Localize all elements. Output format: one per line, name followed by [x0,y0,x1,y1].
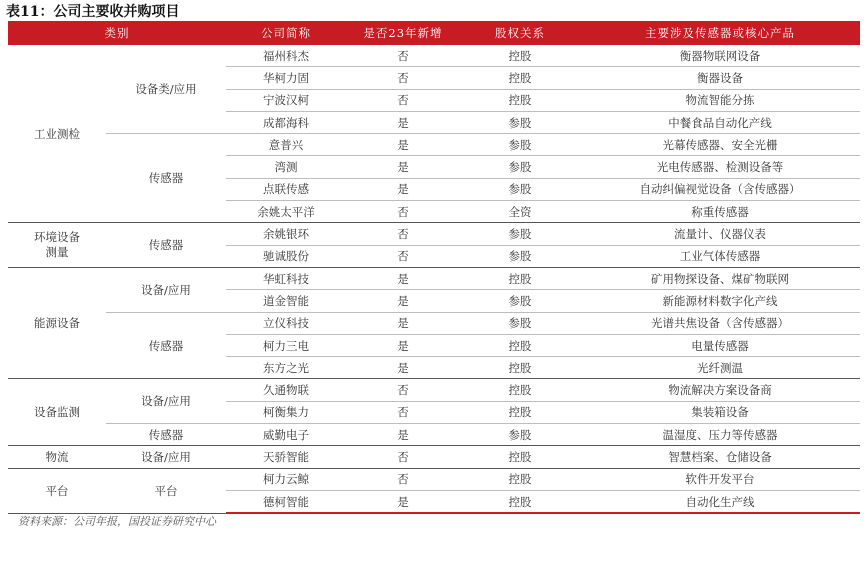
product-cell: 工业气体传感器 [580,245,860,267]
company-cell: 柯衡集力 [226,401,346,423]
is-new-cell: 否 [346,89,460,111]
equity-cell: 参股 [460,156,580,178]
header-company: 公司简称 [226,21,346,45]
product-cell: 智慧档案、仓储设备 [580,446,860,468]
table-row [8,446,860,468]
subcategory-cell: 设备类/应用 [106,45,226,134]
equity-cell: 控股 [460,267,580,289]
category-cell [8,223,106,268]
product-cell: 新能源材料数字化产线 [580,290,860,312]
company-cell: 道金智能 [226,290,346,312]
product-cell: 衡器物联网设备 [580,45,860,67]
table-row [8,468,860,490]
equity-cell: 参股 [460,290,580,312]
company-cell: 立仪科技 [226,312,346,334]
product-cell: 矿用物探设备、煤矿物联网 [580,267,860,289]
is-new-cell: 是 [346,267,460,289]
equity-cell: 控股 [460,401,580,423]
category-line: 环境设备 [34,230,80,245]
header-is-new: 是否23年新增 [346,21,460,45]
header-equity: 股权关系 [460,21,580,45]
subcategory-cell: 传感器 [106,312,226,379]
equity-cell: 控股 [460,67,580,89]
is-new-cell: 是 [346,424,460,446]
equity-cell: 控股 [460,357,580,379]
category-cell: 工业测检 [8,45,106,223]
company-cell: 宁波汉柯 [226,89,346,111]
equity-cell: 参股 [460,111,580,133]
product-cell: 物流解决方案设备商 [580,379,860,401]
table-row [8,223,860,245]
product-cell: 流量计、仪器仪表 [580,223,860,245]
table-title: 表11：公司主要收并购项目 [6,4,180,20]
equity-cell: 参股 [460,134,580,156]
subcategory-cell: 设备/应用 [106,267,226,312]
category-cell: 平台 [8,468,106,513]
company-cell: 余姚太平洋 [226,201,346,223]
subcategory-cell: 传感器 [106,424,226,446]
company-cell: 余姚银环 [226,223,346,245]
product-cell: 光谱共焦设备（含传感器） [580,312,860,334]
subcategory-cell: 平台 [106,468,226,513]
company-cell: 驰诚股份 [226,245,346,267]
is-new-cell: 否 [346,379,460,401]
product-cell: 称重传感器 [580,201,860,223]
company-cell: 德柯智能 [226,490,346,513]
is-new-cell: 是 [346,134,460,156]
category-line: 测量 [45,245,69,260]
is-new-cell: 否 [346,223,460,245]
company-cell: 威勤电子 [226,424,346,446]
category-cell: 设备监测 [8,379,106,446]
is-new-cell: 是 [346,178,460,200]
is-new-cell: 是 [346,490,460,513]
acquisition-table [8,21,860,514]
is-new-cell: 否 [346,245,460,267]
equity-cell: 控股 [460,89,580,111]
table-row [8,134,860,156]
subcategory-cell: 设备/应用 [106,446,226,468]
is-new-cell: 是 [346,156,460,178]
product-cell: 软件开发平台 [580,468,860,490]
equity-cell: 控股 [460,45,580,67]
table-row [8,45,860,67]
product-cell: 集装箱设备 [580,401,860,423]
equity-cell: 参股 [460,424,580,446]
is-new-cell: 否 [346,45,460,67]
subcategory-cell: 设备/应用 [106,379,226,424]
subcategory-cell: 传感器 [106,223,226,268]
is-new-cell: 是 [346,334,460,356]
header-row [8,21,860,45]
is-new-cell: 否 [346,468,460,490]
company-cell: 柯力三电 [226,334,346,356]
company-cell: 华柯力固 [226,67,346,89]
company-cell: 天骄智能 [226,446,346,468]
company-cell: 成都海科 [226,111,346,133]
equity-cell: 参股 [460,312,580,334]
equity-cell: 参股 [460,223,580,245]
equity-cell: 控股 [460,490,580,513]
category-cell: 物流 [8,446,106,468]
is-new-cell: 否 [346,201,460,223]
company-cell: 湾测 [226,156,346,178]
product-cell: 中餐食品自动化产线 [580,111,860,133]
source-note: 资料来源：公司年报，国投证券研究中心 [18,515,216,528]
product-cell: 自动纠偏视觉设备（含传感器） [580,178,860,200]
product-cell: 光纤测温 [580,357,860,379]
product-cell: 温湿度、压力等传感器 [580,424,860,446]
header-product: 主要涉及传感器或核心产品 [580,21,860,45]
is-new-cell: 否 [346,446,460,468]
company-cell: 久通物联 [226,379,346,401]
category-cell: 能源设备 [8,267,106,378]
is-new-cell: 是 [346,290,460,312]
equity-cell: 控股 [460,468,580,490]
company-cell: 福州科杰 [226,45,346,67]
equity-cell: 控股 [460,446,580,468]
is-new-cell: 是 [346,312,460,334]
company-cell: 东方之光 [226,357,346,379]
equity-cell: 控股 [460,334,580,356]
product-cell: 光幕传感器、安全光栅 [580,134,860,156]
table-row [8,379,860,401]
product-cell: 自动化生产线 [580,490,860,513]
table-row [8,424,860,446]
subcategory-cell: 传感器 [106,134,226,223]
company-cell: 意普兴 [226,134,346,156]
company-cell: 柯力云鲸 [226,468,346,490]
company-cell: 点联传感 [226,178,346,200]
header-category: 类别 [8,21,226,45]
equity-cell: 全资 [460,201,580,223]
is-new-cell: 否 [346,401,460,423]
product-cell: 衡器设备 [580,67,860,89]
equity-cell: 参股 [460,178,580,200]
product-cell: 电量传感器 [580,334,860,356]
table-row [8,267,860,289]
is-new-cell: 是 [346,111,460,133]
product-cell: 物流智能分拣 [580,89,860,111]
company-cell: 华虹科技 [226,267,346,289]
is-new-cell: 否 [346,67,460,89]
is-new-cell: 是 [346,357,460,379]
product-cell: 光电传感器、检测设备等 [580,156,860,178]
equity-cell: 控股 [460,379,580,401]
table-row [8,312,860,334]
equity-cell: 参股 [460,245,580,267]
